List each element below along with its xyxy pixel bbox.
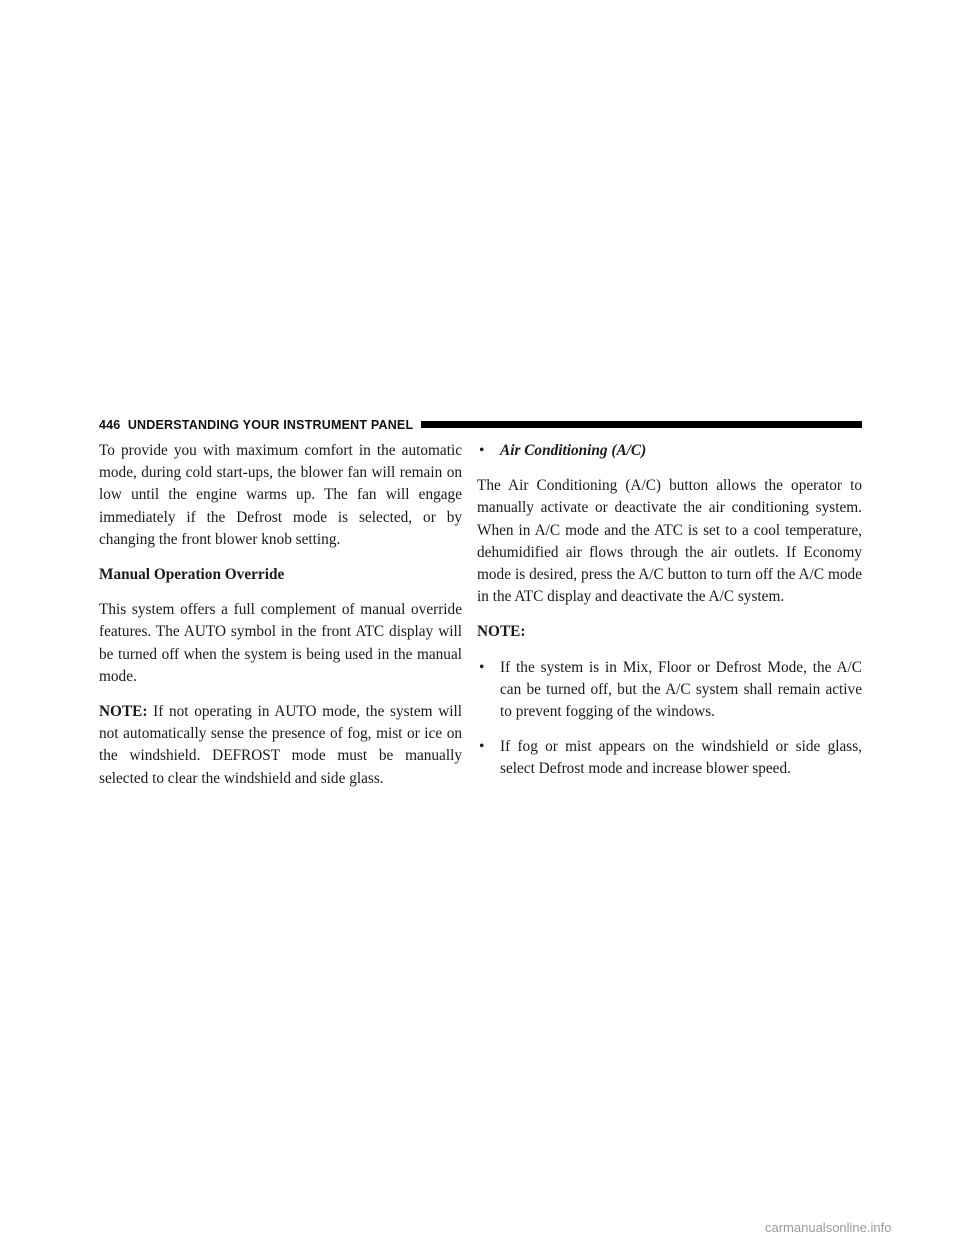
note-heading: NOTE:: [477, 623, 526, 641]
note-item-text: If the system is in Mix, Floor or Defrost Mode, the A/C can be turned off, but the A/C system shall remain active to prevent fogging of the windows.: [500, 658, 862, 721]
note-label: NOTE:: [99, 703, 148, 721]
page-number: 446: [99, 418, 121, 432]
ac-bullet-heading: [477, 440, 862, 462]
note-item-text: If fog or mist appears on the windshield or side glass, select Defrost mode and increase blower speed.: [500, 738, 862, 778]
note-paragraph: [99, 701, 462, 790]
intro-paragraph: To provide you with maximum comfort in the automatic mode, during cold start-ups, the blower fan will remain on low until the engine warms up. The fan will engage immediately if the Defrost mode is selected, or by changing the front blower knob setting.: [99, 442, 462, 548]
note-item: [477, 657, 862, 724]
watermark: carmanualsonline.info: [765, 1220, 892, 1235]
bullet-icon: •: [479, 442, 485, 459]
ac-paragraph: The Air Conditioning (A/C) button allows the operator to manually activate or deactivate the air conditioning system. When in A/C mode and the ATC is set to a cool temperature, dehumidified air flows through the air outlets. If Economy mode is desired, press the A/C button to turn off the A/C mode in the ATC display and deactivate the A/C system.: [477, 477, 862, 606]
section-title: UNDERSTANDING YOUR INSTRUMENT PANEL: [127, 418, 414, 432]
manual-override-paragraph: This system offers a full complement of manual override features. The AUTO symbol in the front ATC display will be turned off when the system is being used in the manual mode.: [99, 601, 462, 685]
note-text: If not operating in AUTO mode, the system will not automatically sense the presence of fog, mist or ice on the windshield. DEFROST mode must be manually selected to clear the windshield and side glass.: [99, 703, 462, 787]
right-column: [477, 440, 862, 794]
bullet-icon: •: [479, 658, 485, 676]
manual-override-heading: Manual Operation Override: [99, 566, 285, 584]
header-text: [99, 417, 421, 433]
note-item: [477, 736, 862, 780]
bullet-icon: •: [479, 738, 485, 756]
left-column: [99, 440, 462, 803]
page-header: [99, 417, 862, 433]
ac-heading: Air Conditioning (A/C): [500, 442, 647, 459]
